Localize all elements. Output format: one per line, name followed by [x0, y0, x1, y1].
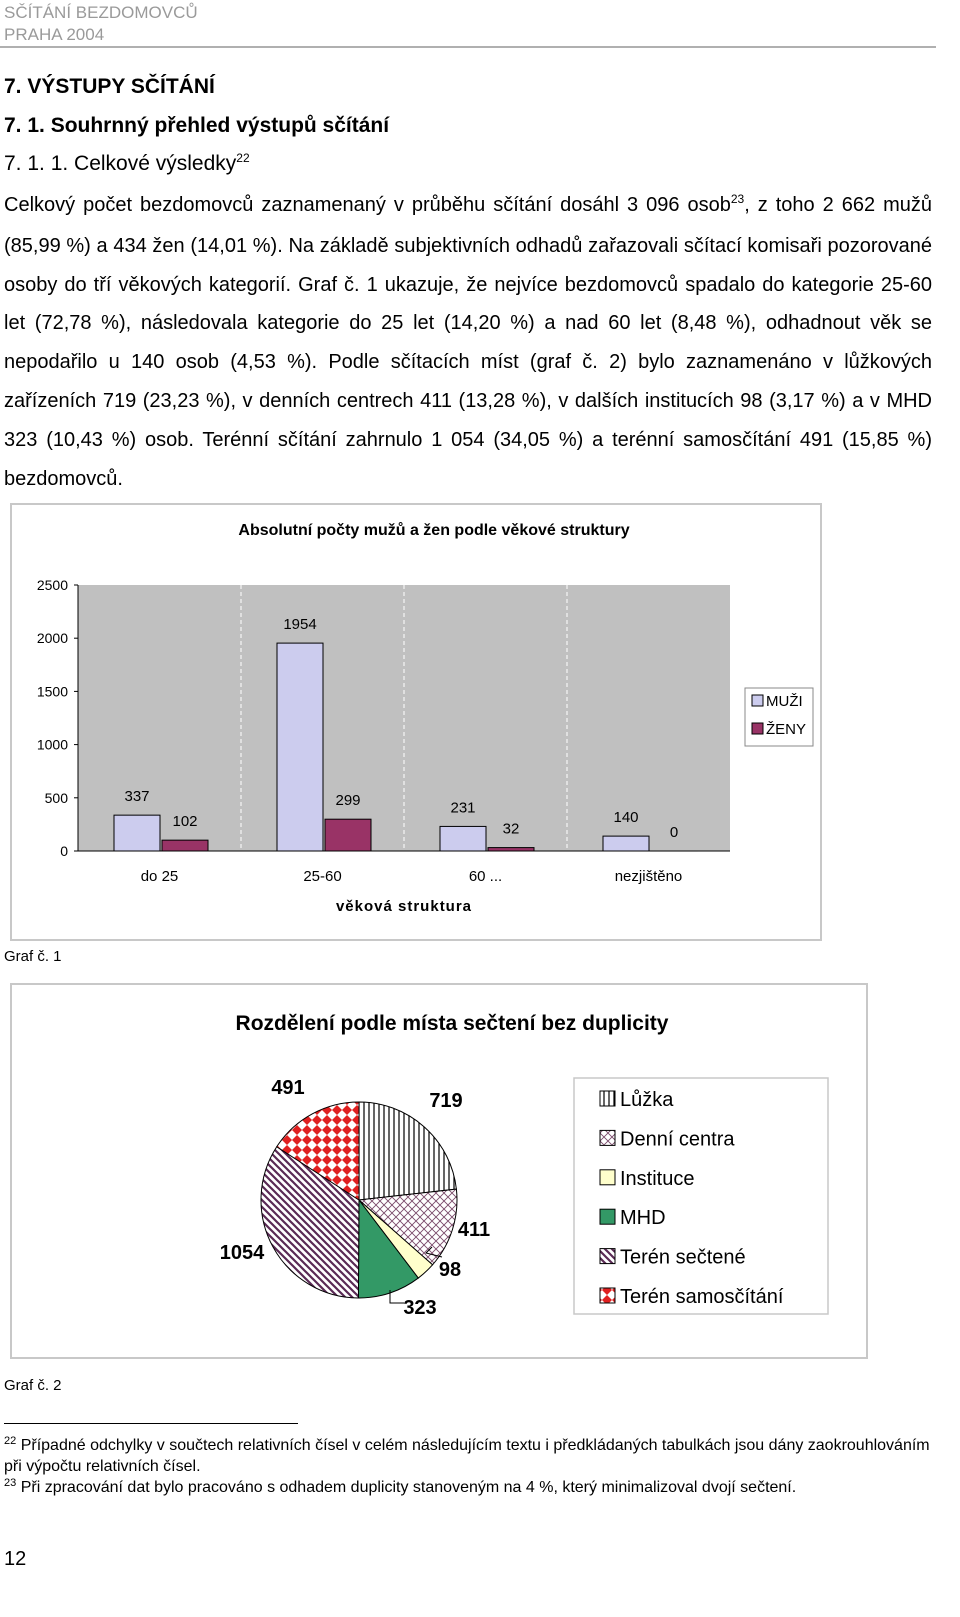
pie-legend-box [574, 1078, 828, 1314]
pie-legend-label-3: MHD [620, 1207, 666, 1230]
pie-legend-label-0: Lůžka [620, 1089, 674, 1111]
pie-value-label-1: 411 [457, 1219, 491, 1241]
caption-graf-1: Graf č. 1 [4, 948, 62, 965]
bar-xtick-label-1: 25-60 [303, 868, 342, 885]
pie-value-label-5: 491 [271, 1077, 305, 1099]
running-header [4, 2, 198, 46]
pie-legend-swatch-3 [600, 1209, 615, 1224]
footnote-ref-22: 22 [236, 151, 250, 165]
section-heading-2: 7. 1. Souhrnný přehled výstupů sčítání [4, 114, 390, 137]
bar-legend-label-0: MUŽI [766, 693, 803, 710]
footnote-ref-23: 23 [730, 192, 745, 206]
pie-legend-swatch-4 [600, 1249, 615, 1264]
pie-legend-label-5: Terén samosčítání [620, 1286, 784, 1308]
bar-chart-title: Absolutní počty mužů a žen podle věkové struktury [238, 522, 630, 539]
bar-value-label-1-3: 0 [669, 824, 679, 841]
footnote-23-number: 23 [4, 1477, 17, 1489]
bar-ytick-label-0: 0 [60, 843, 68, 859]
bar-legend-label-1: ŽENY [766, 721, 807, 738]
bar-1-1 [325, 819, 371, 851]
pie-legend-swatch-0 [600, 1091, 615, 1106]
bar-value-label-1-2: 32 [502, 820, 520, 838]
pie-chart-frame [10, 983, 868, 1359]
bar-x-axis-label: věková struktura [335, 898, 473, 915]
footnote-22-number: 22 [4, 1435, 17, 1447]
bar-legend-swatch-1 [752, 723, 763, 734]
footnote-rule [4, 1423, 298, 1424]
pie-chart-title: Rozdělení podle místa sečtení bez duplicity [235, 1012, 669, 1035]
pie-legend-label-2: Instituce [620, 1167, 695, 1190]
bar-value-label-0-0: 337 [124, 788, 150, 806]
page-number: 12 [4, 1548, 27, 1570]
bar-0-1 [277, 643, 323, 851]
bar-xtick-label-0: do 25 [140, 868, 179, 885]
section-heading-1: 7. VÝSTUPY SČÍTÁNÍ [4, 75, 215, 98]
bar-ytick-label-3: 1500 [36, 683, 68, 700]
header-line-1: SČÍTÁNÍ BEZDOMOVCŮ [4, 3, 198, 22]
pie-value-label-4: 1054 [219, 1242, 265, 1264]
pie-slice-0 [359, 1102, 456, 1200]
bar-0-2 [440, 826, 486, 851]
bar-legend-swatch-0 [752, 695, 763, 706]
footnote-22-text: Případné odchylky v součtech relativních čísel v celém následujícím textu i předkládaných tabulkách jsou dány zaokrouhlováním při výpočtu relativních čísel. [4, 1437, 930, 1475]
bar-ytick-label-5: 2500 [36, 577, 68, 593]
bar-ytick-label-1: 500 [44, 789, 68, 806]
bar-chart-frame [10, 503, 822, 941]
bar-value-label-0-1: 1954 [283, 616, 317, 634]
paragraph-part-1: Celkový počet bezdomovců zaznamenaný v průběhu sčítání dosáhl 3 096 osob [4, 194, 731, 216]
caption-graf-2: Graf č. 2 [4, 1377, 62, 1394]
pie-chart [12, 985, 866, 1357]
footnote-23 [4, 1478, 934, 1499]
bar-xtick-label-3: nezjištěno [614, 868, 683, 885]
bar-1-2 [488, 848, 534, 851]
pie-value-label-3: 323 [403, 1297, 437, 1319]
footnote-22 [4, 1436, 934, 1477]
section-heading-3-text: 7. 1. 1. Celkové výsledky [4, 152, 237, 175]
bar-value-label-1-0: 102 [172, 813, 198, 831]
bar-value-label-0-3: 140 [613, 809, 639, 827]
section-heading-3 [4, 152, 250, 176]
bar-0-3 [603, 836, 649, 851]
pie-legend-label-1: Denní centra [620, 1128, 735, 1151]
pie-value-label-2: 98 [438, 1259, 462, 1281]
bar-0-0 [114, 815, 160, 851]
bar-1-0 [162, 840, 208, 851]
pie-legend-swatch-1 [600, 1130, 615, 1145]
pie-legend-label-4: Terén sečtené [620, 1246, 746, 1269]
pie-legend-swatch-2 [600, 1170, 615, 1185]
pie-legend-swatch-5 [600, 1288, 615, 1303]
header-line-2: PRAHA 2004 [4, 25, 105, 44]
bar-ytick-label-4: 2000 [36, 630, 68, 647]
bar-value-label-0-2: 231 [450, 799, 476, 817]
paragraph-part-2: , z toho 2 662 mužů (85,99 %) a 434 žen (14,01 %). Na základě subjektivních odhadů zařazovali sčítací komisaři pozorované osoby do tří věkových kategorií. Graf č. 1 ukazuje, že nejvíce bezdomovců spadalo do kategorie 25-60 let (72,78 %), následovala kategorie do 25 let (14,20 %) a nad 60 let (8,48 %), odhadnout věk se nepodařilo u 140 osob (4,53 %). Podle sčítacích míst (graf č. 2) bylo zaznamenáno v lůžkových zařízeních 719 (23,23 %), v denních centrech 411 (13,28 %), v dalších institucích 98 (3,17 %) a v MHD 323 (10,43 %) osob. Terénní sčítání zahrnulo 1 054 (34,05 %) a terénní samosčítání 491 (15,85 %) bezdomovců. [4, 194, 933, 490]
body-paragraph [4, 186, 932, 498]
bar-chart [12, 505, 820, 939]
bar-xtick-label-2: 60 ... [468, 868, 503, 885]
footnote-23-text: Při zpracování dat bylo pracováno s odhadem duplicity stanoveným na 4 %, který minimalizoval dvojí sečtení. [20, 1479, 797, 1496]
bar-ytick-label-2: 1000 [36, 736, 68, 753]
pie-value-label-0: 719 [429, 1090, 463, 1112]
bar-value-label-1-1: 299 [335, 792, 361, 810]
header-rule [0, 46, 936, 48]
